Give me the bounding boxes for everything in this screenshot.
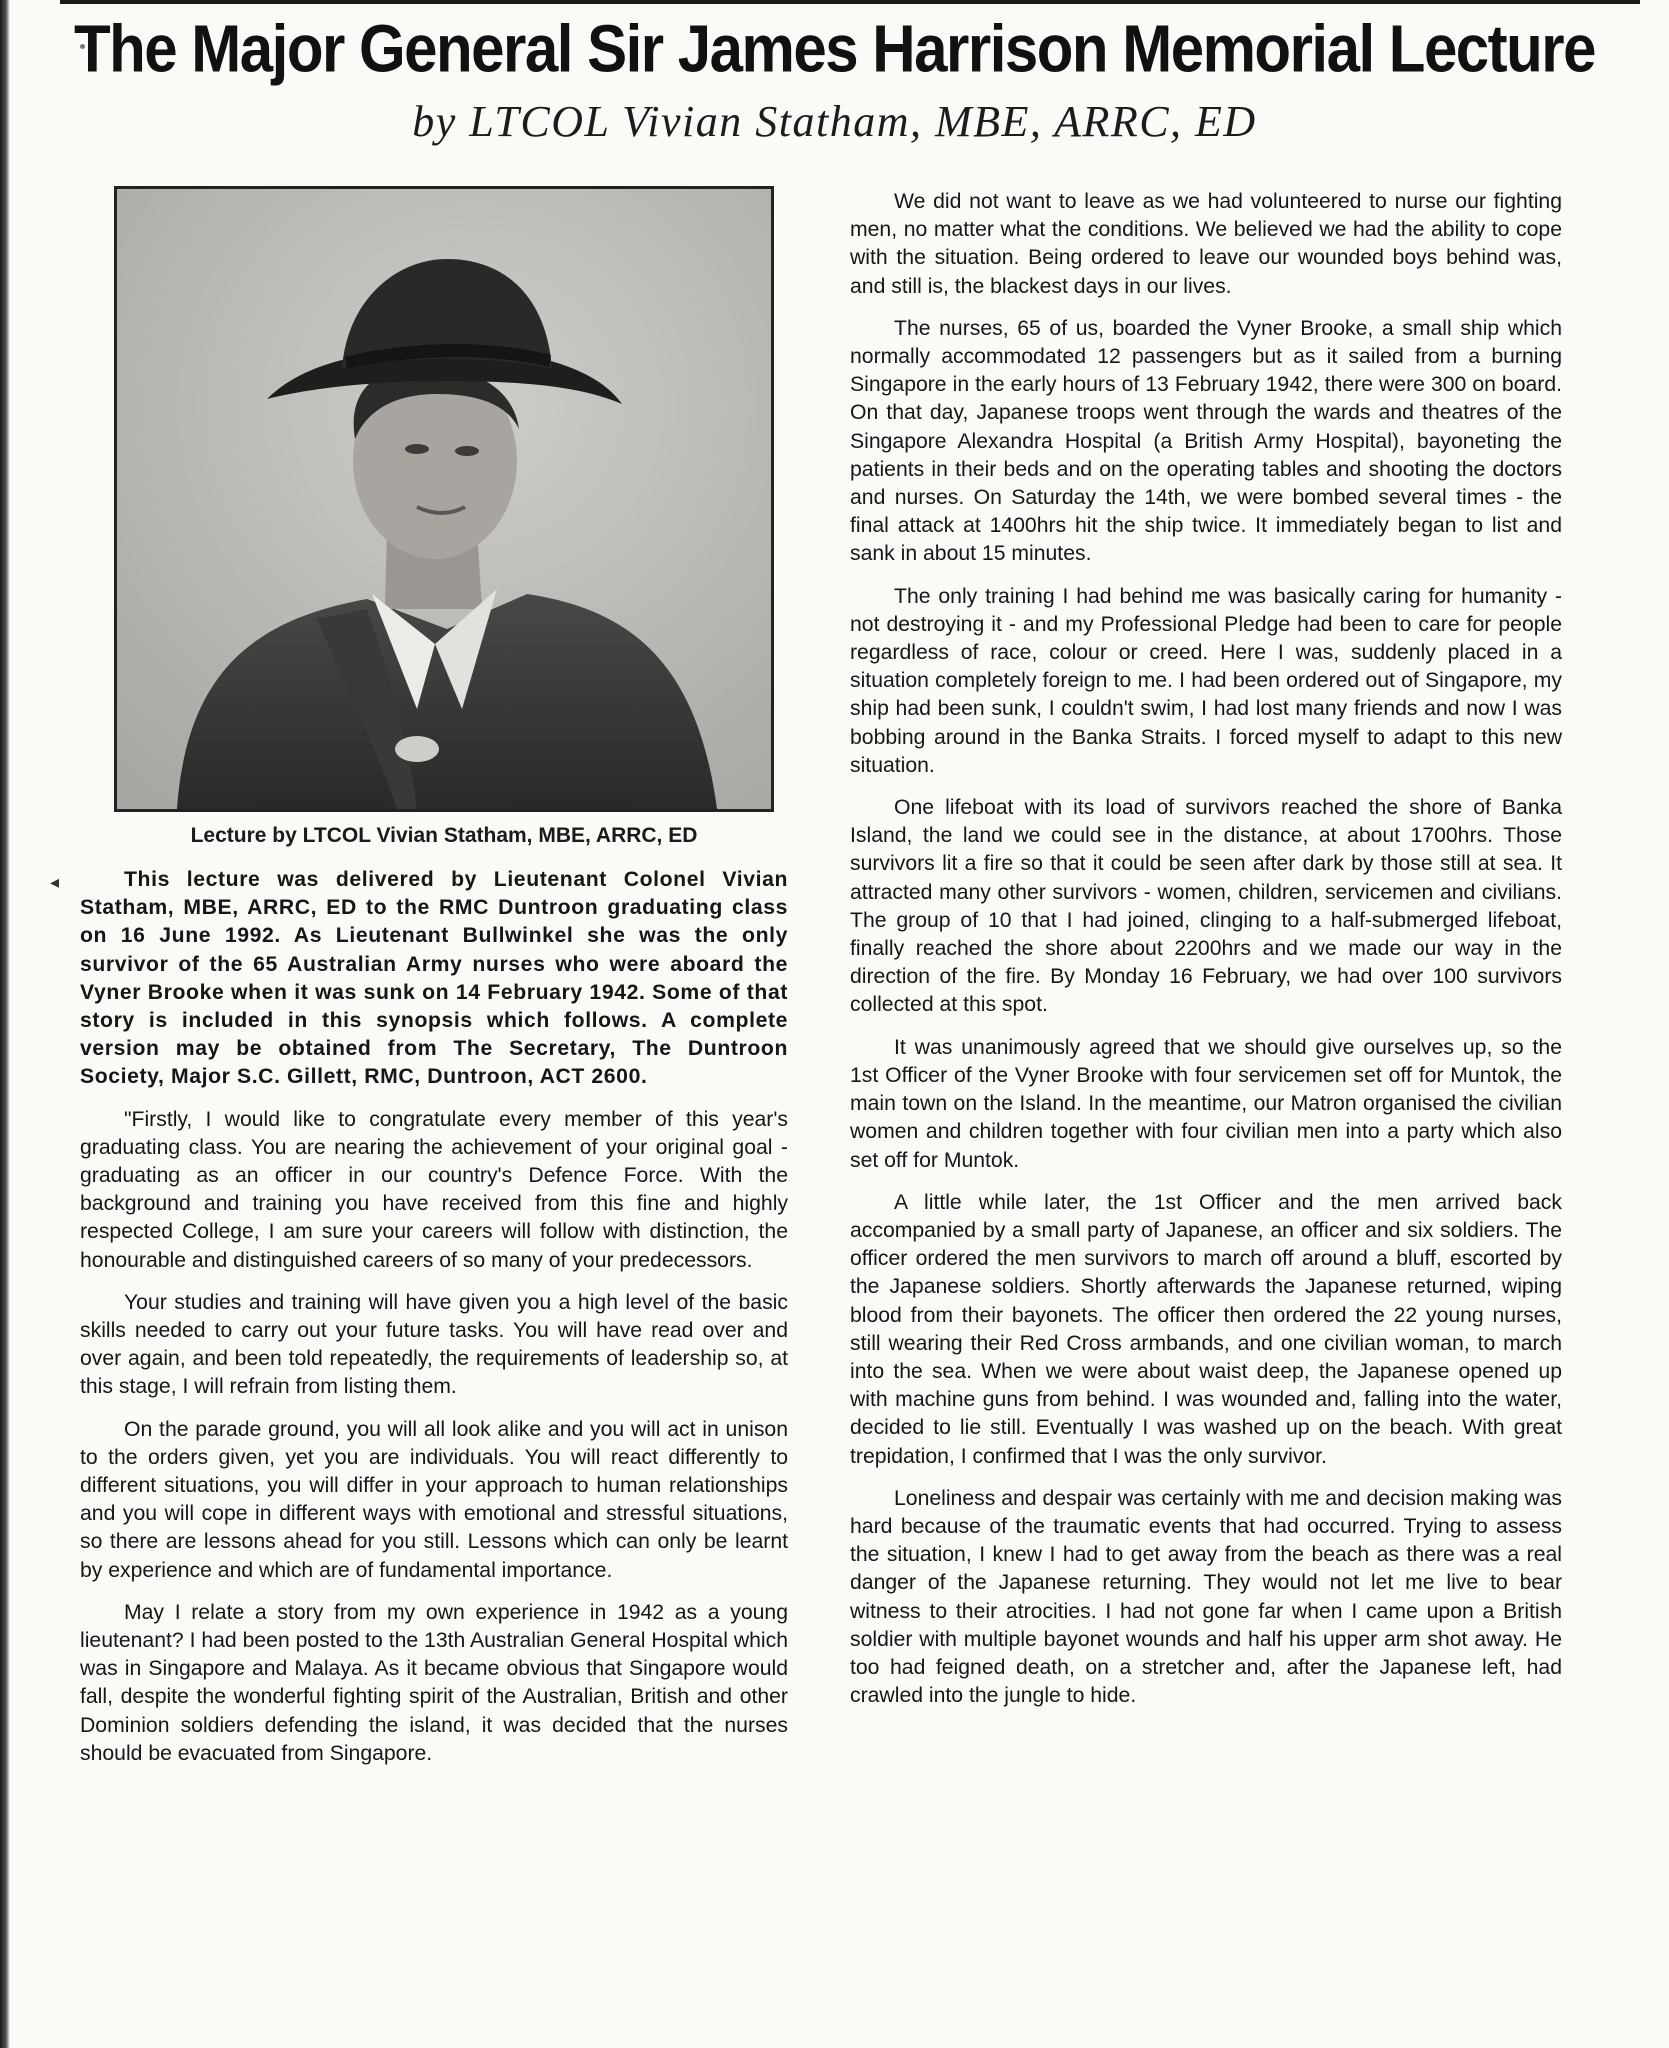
body-paragraph: It was unanimously agreed that we should give ourselves up, so the 1st Officer of the Vyner Brooke with four servicemen set off for Muntok, the main town on the Island. In the meantime, our Matron organised the civilian women and children together with four civilian men into a party which also set off for Muntok. (850, 1035, 1562, 1172)
article-title: The Major General Sir James Harrison Memorial Lecture (73, 10, 1596, 87)
body-paragraph: Your studies and training will have given you a high level of the basic skills needed to carry out your future tasks. You will have read over and over again, and been told repeatedly, the requirements of leadership so, at this stage, I will refrain from listing them. (80, 1290, 788, 1399)
margin-mark: ◂ (50, 872, 60, 892)
portrait-illustration (117, 189, 771, 809)
body-paragraph: The nurses, 65 of us, boarded the Vyner Brooke, a small ship which normally accommodated 12 passengers but as it sailed from a burning Singapore in the early hours of 13 February 1942, there were 300 on board. On that day, Japanese troops went through the wards and theatres of the Singapore Alexandra Hospital (a British Army Hospital), bayoneting the patients in their beds and on the operating tables and shooting the doctors and nurses. On Saturday the 14th, we were bombed several times - the final attack at 1400hrs hit the ship twice. It immediately began to list and sank in about 15 minutes. (850, 316, 1562, 566)
body-paragraph: One lifeboat with its load of survivors reached the shore of Banka Island, the land we could see in the distance, at about 1700hrs. Those survivors lit a fire so that it could be seen after dark by those still at sea. It attracted many other survivors - women, children, servicemen and civilians. The group of 10 that I had joined, clinging to a half-submerged lifeboat, finally reached the shore about 2200hrs and we made our way in the direction of the fire. By Monday 16 February, we had over 100 survivors collected at this spot. (850, 796, 1562, 1017)
body-paragraph: A little while later, the 1st Officer and the men arrived back accompanied by a small party of Japanese, an officer and six soldiers. The officer ordered the men survivors to march off around a bluff, escorted by the Japanese soldiers. Shortly afterwards the Japanese returned, wiping blood from their bayonets. The officer then ordered the 22 young nurses, still wearing their Red Cross armbands, and one civilian woman, to march into the sea. When we were about waist deep, the Japanese opened up with machine guns from behind. I was wounded and, falling into the water, decided to lie still. Eventually I was washed up on the beach. With great trepidation, I confirmed that I was the only survivor. (850, 1190, 1562, 1468)
body-paragraph: May I relate a story from my own experience in 1942 as a young lieutenant? I had been posted to the 13th Australian General Hospital which was in Singapore and Malaya. As it became obvious that Singapore would fall, despite the wonderful fighting spirit of the Australian, British and other Dominion soldiers defending the island, it was decided that the nurses should be evacuated from Singapore. (80, 1600, 788, 1765)
body-paragraph: We did not want to leave as we had volunteered to nurse our fighting men, no matter what the conditions. We believed we had the ability to cope with the situation. Being ordered to leave our wounded boys behind was, and still is, the blackest days in our lives. (850, 190, 1562, 298)
portrait-photo (114, 186, 774, 812)
top-rule (60, 0, 1640, 4)
page-edge-shadow (0, 0, 10, 2048)
body-paragraph: On the parade ground, you will all look alike and you will act in unison to the orders given, yet you are individuals. You will react differently to different situations, you will differ in your approach to human relationships and you will cope in different ways with emotional and stressful situations, so there are lessons ahead for you still. Lessons which can only be learnt by experience and which are of fundamental importance. (80, 1417, 788, 1582)
left-column (80, 866, 788, 1782)
article-byline: by LTCOL Vivian Statham, MBE, ARRC, ED (412, 97, 1257, 146)
photo-caption: Lecture by LTCOL Vivian Statham, MBE, ARRC, ED (190, 824, 698, 847)
right-column (850, 188, 1562, 1724)
body-paragraph: Loneliness and despair was certainly with me and decision making was hard because of the traumatic events that had occurred. Trying to assess the situation, I knew I had to get away from the beach as there was a real danger of the Japanese returning. They would not let me live to bear witness to their atrocities. I had not gone far when I came upon a British soldier with multiple bayonet wounds and half his upper arm shot away. He too had feigned death, on a stretcher and, after the Japanese left, had crawled into the jungle to hide. (850, 1486, 1562, 1708)
intro-paragraph: This lecture was delivered by Lieutenant Colonel Vivian Statham, MBE, ARRC, ED to the RMC Duntroon graduating class on 16 June 1992. As Lieutenant Bullwinkel she was the only survivor of the 65 Australian Army nurses who were aboard the Vyner Brooke when it was sunk on 14 February 1942. Some of that story is included in this synopsis which follows. A complete version may be obtained from The Secretary, The Duntroon Society, Major S.C. Gillett, RMC, Duntroon, ACT 2600. (80, 868, 788, 1089)
body-paragraph: The only training I had behind me was basically caring for humanity - not destroying it - and my Professional Pledge had been to care for people regardless of race, colour or creed. Here I was, suddenly placed in a situation completely foreign to me. I had been ordered out of Singapore, my ship had been sunk, I couldn't swim, I had lost many friends and now I was bobbing around in the Banka Straits. I forced myself to adapt to this new situation. (850, 584, 1562, 777)
body-paragraph: "Firstly, I would like to congratulate every member of this year's graduating class. You are nearing the achievement of your original goal - graduating as an officer in our country's Defence Force. With the background and training you have received from this fine and highly respected College, I am sure your careers will follow with distinction, the honourable and distinguished careers of so many of your predecessors. (80, 1107, 788, 1272)
